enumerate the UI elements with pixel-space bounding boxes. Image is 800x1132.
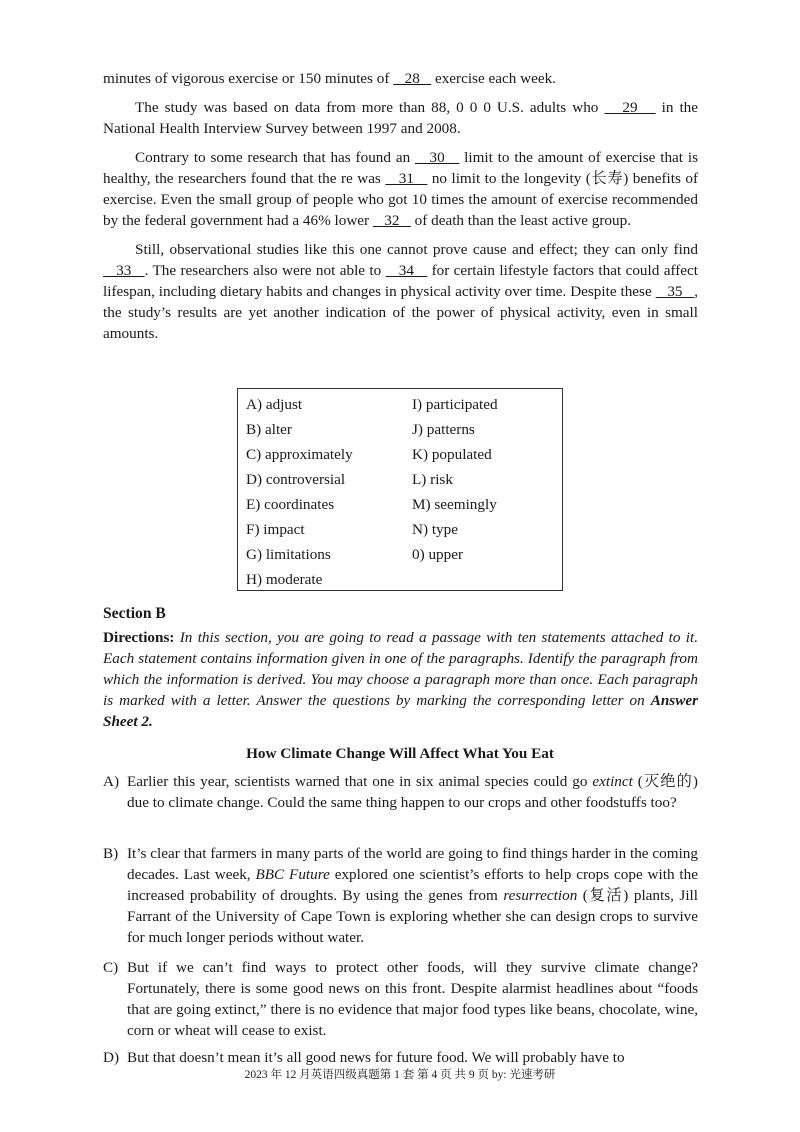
paragraph-a-text-2: (灭绝的) due to climate change. Could the same thing happen to our crops and other foodstuffs too? [127,773,698,811]
paragraph-b-text-3: (复活) plants, Jill Farrant of the University of Cape Town is exploring whether she can design crops to survive for much longer periods without water. [127,887,698,946]
p3-text-4: of death than the least active group. [410,212,632,229]
passage-paragraph-b [103,843,698,948]
blank-34: 34 [385,262,428,279]
paragraph-letter: B) [103,845,119,862]
word-bank-item: B) alter [246,421,292,438]
word-bank-item: J) patterns [412,421,475,438]
paragraph-b-text-1: It’s clear that farmers in many parts of the world are going to find things harder in the coming decades. Last week, [127,845,698,883]
word-bank-right-column [412,394,498,569]
directions [103,627,698,732]
passage-paragraph-d [103,1047,698,1068]
paragraph-letter: D) [103,1049,120,1066]
blank-32: 32 [372,212,411,229]
p2-text: The study was based on data from more than 88, 0 0 0 U.S. adults who [135,99,605,116]
answer-sheet-reference: Answer Sheet 2. [103,692,698,730]
paragraph-a-italic: extinct [592,773,633,790]
p4-text-3: for certain lifestyle factors that could affect lifespan, including dietary habits and changes in physical activity over time. Despite these [103,262,699,300]
word-bank-item: C) approximately [246,446,353,463]
section-b-heading: Section B [103,605,166,622]
word-bank-item: G) limitations [246,546,331,563]
p4-text-4: , the study’s results are yet another indication of the power of physical activity, even in small amounts. [103,283,699,342]
word-bank-item: F) impact [246,521,305,538]
passage-title: How Climate Change Will Affect What You Eat [246,745,554,762]
blank-28: 28 [393,70,432,87]
directions-label: Directions: [103,629,175,646]
blank-30: 30 [415,149,460,166]
paragraph-text [127,843,698,948]
paragraph-4 [103,239,698,344]
paragraph-text [127,771,698,813]
paragraph-a-text-1: Earlier this year, scientists warned that one in six animal species could go [127,773,593,790]
word-bank-item: E) coordinates [246,496,335,513]
word-bank-item: 0) upper [412,546,464,563]
paragraph-3 [103,147,698,231]
p1-text-end: exercise each week. [431,70,556,87]
paragraph-b-text-2: explored one scientist’s efforts to help crops cope with the increased probability of droughts. By using the genes from [127,866,698,904]
paragraph-b-italic-1: BBC Future [255,866,330,883]
p3-text-1: Contrary to some research that has found an [135,149,416,166]
page-footer: 2023 年 12 月英语四级真题第 1 套 第 4 页 共 9 页 by: 光速考研 [244,1069,556,1081]
paragraph-2 [103,97,698,139]
p4-text-1: Still, observational studies like this one cannot prove cause and effect; they can only find [135,241,698,258]
paragraph-b-italic-2: resurrection [503,887,578,904]
p3-text-3: no limit to the longevity (长寿) benefits of exercise. Even the small group of people who got 10 times the amount of exercise recommended by the federal government had a 46% lower [103,170,698,229]
word-bank-item: H) moderate [246,571,323,588]
blank-33: 33 [103,262,145,279]
word-bank-item: I) participated [412,396,498,413]
word-bank-item: A) adjust [246,396,303,413]
blank-35: 35 [655,283,695,300]
directions-body: In this section, you are going to read a passage with ten statements attached to it. Each statement contains information given in one of the paragraphs. Identify the paragraph from which the information is derived. You may choose a paragraph more than once. Each paragraph is marked with a letter. Answer the questions by marking the corresponding letter on [103,629,698,709]
paragraph-text: But if we can’t find ways to protect other foods, will they survive climate change? Fortunately, there is some good news on this front. Despite alarmist headlines about “foods that are going extinct,” there is no evidence that major food types like beans, chocolate, wine, corn or wheat will cease to exist. [127,959,698,1039]
p2-text-end: in the National Health Interview Survey between 1997 and 2008. [103,99,699,137]
word-bank-item: M) seemingly [412,496,497,513]
paragraph-letter: A) [103,773,120,790]
word-bank-item: D) controversial [246,471,346,488]
word-bank-item: K) populated [412,446,492,463]
paragraph-letter: C) [103,959,119,976]
paragraph-text: But that doesn’t mean it’s all good news for future food. We will probably have to [127,1049,625,1066]
p3-text-2: limit to the amount of exercise that is healthy, the researchers found that the re was [103,149,698,187]
paragraph-1 [103,68,698,89]
word-bank-box [237,388,563,591]
blank-29: 29 [604,99,656,116]
word-bank-item: L) risk [412,471,453,488]
blank-31: 31 [385,170,428,187]
passage-paragraph-c [103,957,698,1041]
p1-text: minutes of vigorous exercise or 150 minutes of [103,70,394,87]
word-bank-item: N) type [412,521,458,538]
passage-paragraph-a [103,771,698,813]
p4-text-2: . The researchers also were not able to [144,262,386,279]
section-a-passage [103,68,698,352]
word-bank-left-column [246,394,353,594]
